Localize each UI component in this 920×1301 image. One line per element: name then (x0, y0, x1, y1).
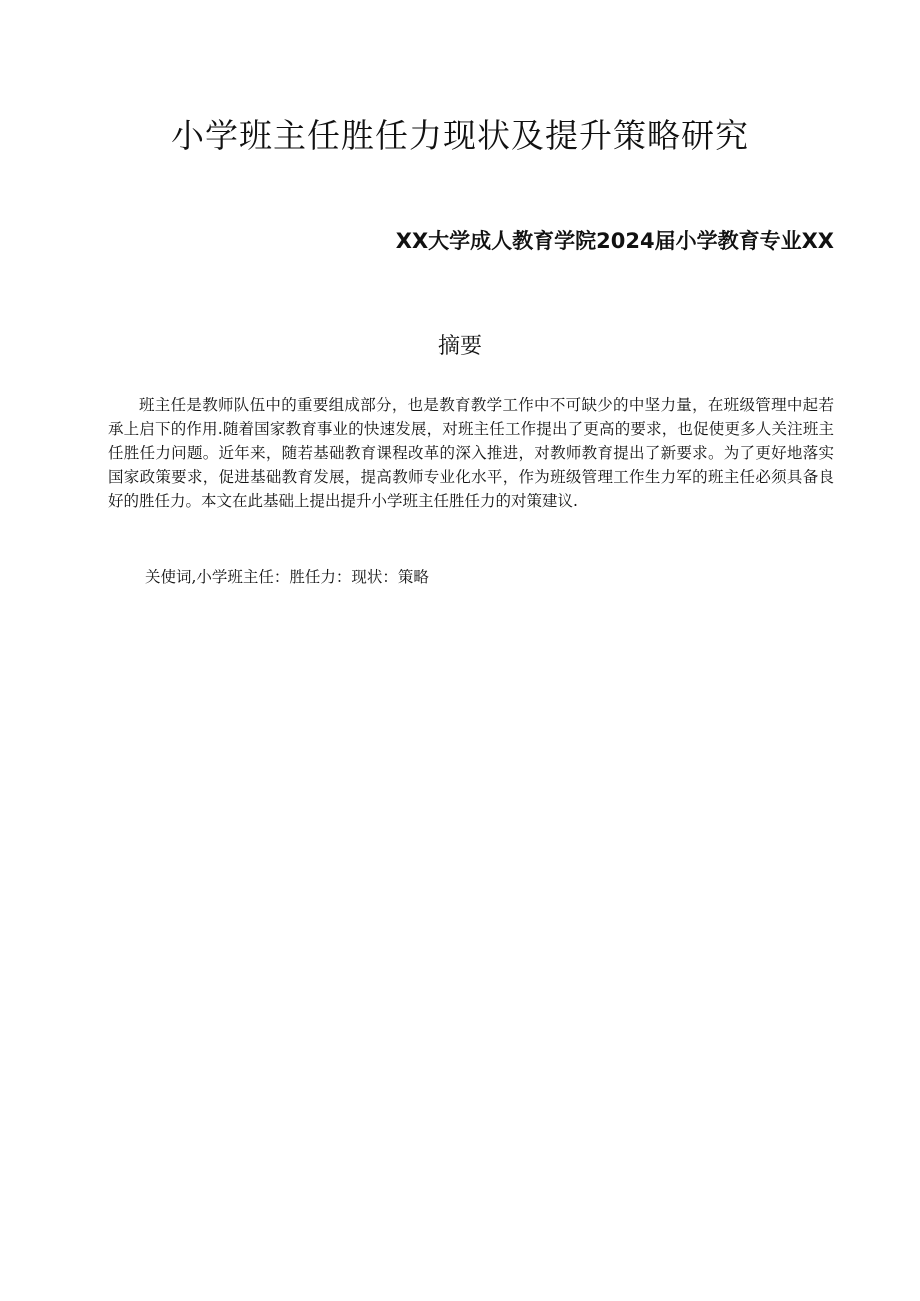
abstract-heading: 摘要 (437, 334, 482, 359)
keywords-line: 关使词,小学班主任：胜任力：现状：策略 (145, 568, 429, 586)
abstract-body: 班主任是教师队伍中的重要组成部分，也是教育教学工作中不可缺少的中坚力量，在班级管理中起若承上启下的作用.随着国家教育事业的快速发展，对班主任工作提出了更高的要求，也促使更多人关注班主任胜任力问题。近年来，随若基础教育课程改革的深入推进，对教师教育提出了新要求。为了更好地落实国家政策要求，促进基础教育发展，提高教师专业化水平，作为班级管理工作生力军的班主任必须具备良好的胜任力。本文在此基础上提出提升小学班主任胜任力的对策建议. (108, 396, 834, 510)
author-line: XX大学成人教育学院2024届小学教育专业XX (395, 229, 834, 253)
document-title: 小学班主任胜任力现状及提升策略研究 (171, 116, 749, 155)
